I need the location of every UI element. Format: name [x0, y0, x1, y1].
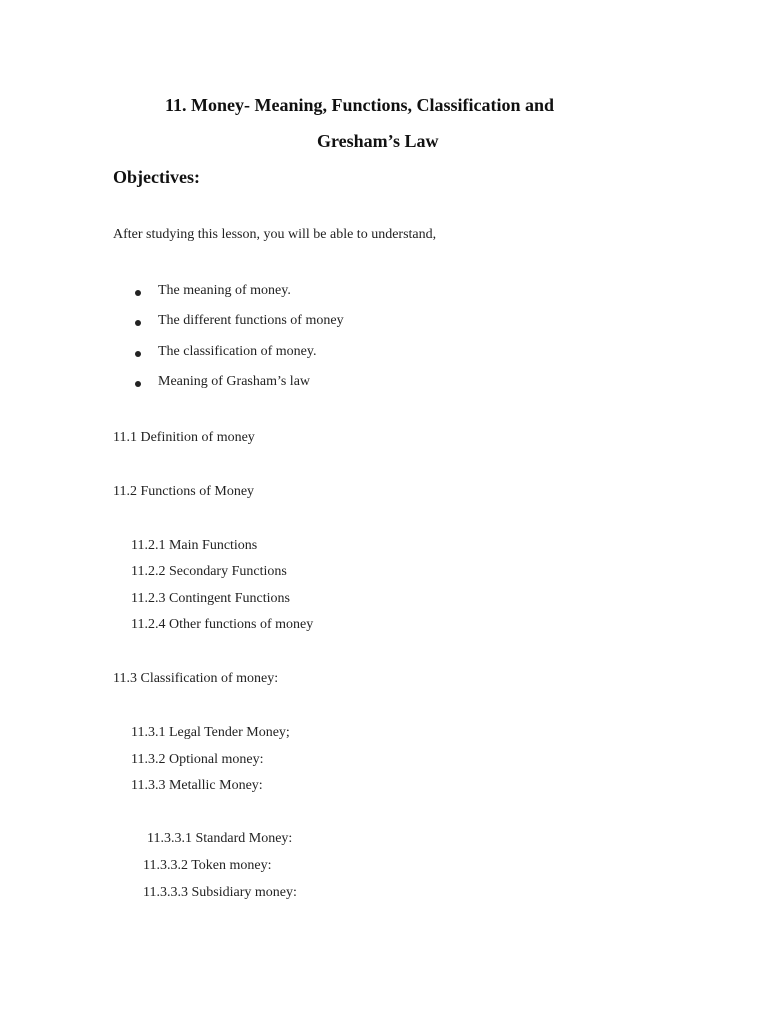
subsection-item: 11.3.1 Legal Tender Money; — [131, 725, 290, 740]
subsection-item: 11.2.1 Main Functions — [131, 538, 258, 553]
subsection-item: 11.3.2 Optional money: — [131, 752, 264, 767]
title-line-1: 11. Money- Meaning, Functions, Classification and — [165, 95, 555, 115]
subsection-item: 11.2.2 Secondary Functions — [131, 564, 287, 579]
section-11-1: 11.1 Definition of money — [113, 430, 255, 445]
subsection-item: 11.2.3 Contingent Functions — [131, 591, 290, 606]
subsection-item: 11.2.4 Other functions of money — [131, 617, 314, 632]
section-11-2: 11.2 Functions of Money — [113, 484, 255, 499]
bullet-dot-icon — [135, 351, 141, 357]
section-11-3: 11.3 Classification of money: — [113, 671, 279, 686]
sub-subsection-item: 11.3.3.1 Standard Money: — [147, 831, 293, 846]
title-line-2: Gresham’s Law — [317, 131, 439, 151]
subsection-item: 11.3.3 Metallic Money: — [131, 778, 263, 793]
bullet-dot-icon — [135, 320, 141, 326]
bullet-dot-icon — [135, 381, 141, 387]
sub-subsection-item: 11.3.3.3 Subsidiary money: — [143, 885, 297, 900]
sub-subsection-item: 11.3.3.2 Token money: — [143, 858, 272, 873]
intro-text: After studying this lesson, you will be able to understand, — [113, 227, 437, 242]
document-page: 11. Money- Meaning, Functions, Classification and Gresham’s Law Objectives: After studying this lesson, you will be able to understand, The meaning of money. The different functions of money The classification of money. Meaning of Grasham’s law 11.1 Definition of money 11.2 Functions of Money 11.2.1 Main Functions 11.2.2 Secondary Functions 11.2.3 Contingent Functions 11.2.4 Other functions of money 11.3 Classification of money: 11.3.1 Legal Tender Money; 11.3.2 Optional money: 11.3.3 Metallic Money: 11.3.3.1 Standard Money: 11.3.3.2 Token money: 11.3.3.3 Subsidiary money: — [113, 95, 555, 900]
objectives-heading: Objectives: — [113, 167, 200, 187]
bullet-dot-icon — [135, 290, 141, 296]
